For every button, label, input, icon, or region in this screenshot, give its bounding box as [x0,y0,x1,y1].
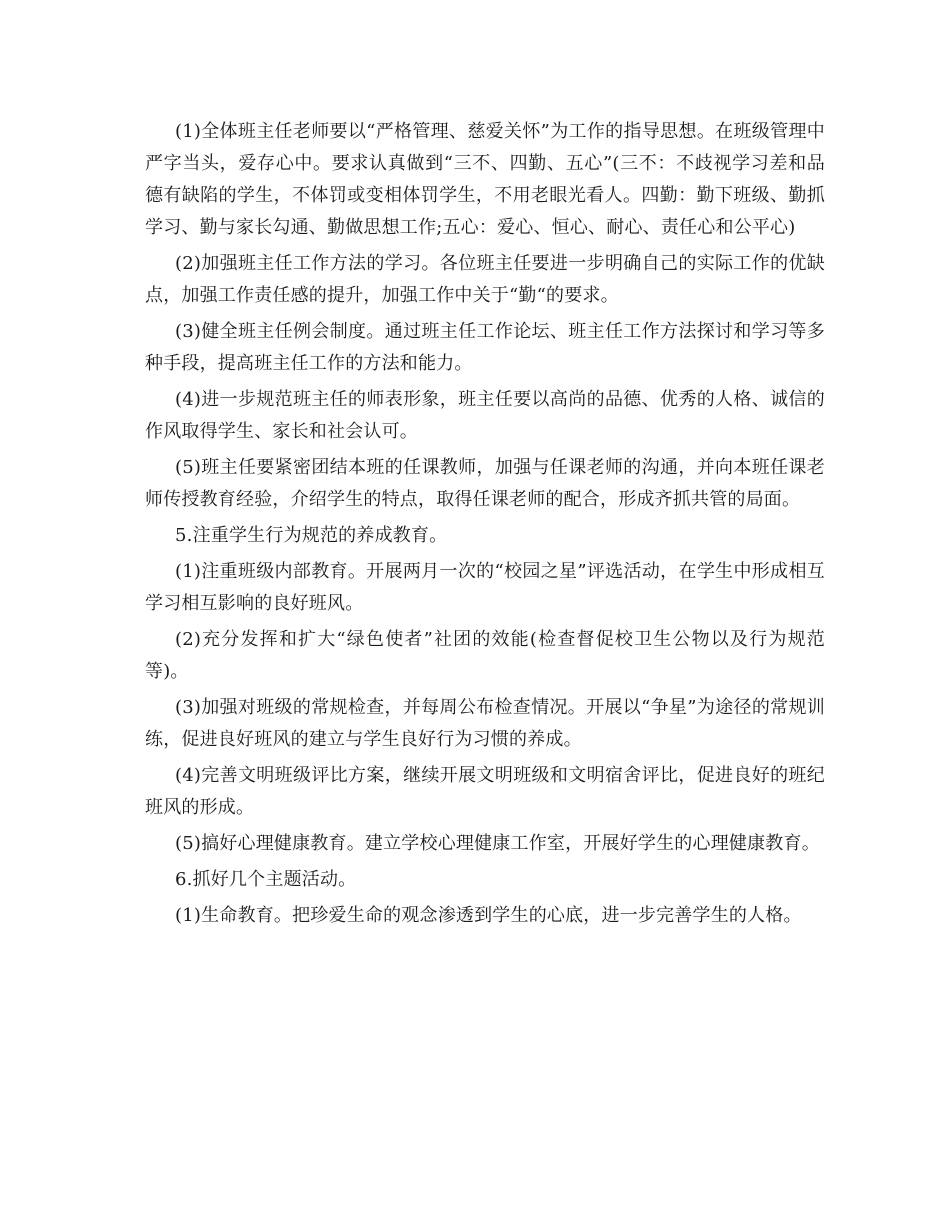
section-heading: 5.注重学生行为规范的养成教育。 [175,525,448,546]
paragraph: (3)加强对班级的常规检查，并每周公布检查情况。开展以“争星”为途径的常规训练，促进良好班风的建立与学生良好行为习惯的养成。 [145,697,825,750]
document-body [145,116,825,936]
paragraph: (1)全体班主任老师要以“严格管理、慈爱关怀”为工作的指导思想。在班级管理中严字当头，爱存心中。要求认真做到“三不、四勤、五心”(三不：不歧视学习差和品德有缺陷的学生，不体罚或变相体罚学生，不用老眼光看人。四勤：勤下班级、勤抓学习、勤与家长勾通、勤做思想工作;五心：爱心、恒心、耐心、责任心和公平心) [145,121,825,238]
paragraph: (1)生命教育。把珍爱生命的观念渗透到学生的心底，进一步完善学生的人格。 [175,905,802,926]
section-heading: 6.抓好几个主题活动。 [175,869,357,890]
paragraph: (3)健全班主任例会制度。通过班主任工作论坛、班主任工作方法探讨和学习等多种手段，提高班主任工作的方法和能力。 [145,321,825,374]
paragraph: (5)搞好心理健康教育。建立学校心理健康工作室，开展好学生的心理健康教育。 [175,833,820,854]
paragraph: (1)注重班级内部教育。开展两月一次的“校园之星”评选活动，在学生中形成相互学习相互影响的良好班风。 [145,561,825,614]
paragraph: (5)班主任要紧密团结本班的任课教师，加强与任课老师的沟通，并向本班任课老师传授教育经验，介绍学生的特点，取得任课老师的配合，形成齐抓共管的局面。 [145,457,825,510]
paragraph: (4)进一步规范班主任的师表形象，班主任要以高尚的品德、优秀的人格、诚信的作风取得学生、家长和社会认可。 [145,389,825,442]
paragraph: (4)完善文明班级评比方案，继续开展文明班级和文明宿舍评比，促进良好的班纪班风的形成。 [145,765,825,818]
paragraph: (2)加强班主任工作方法的学习。各位班主任要进一步明确自己的实际工作的优缺点，加强工作责任感的提升，加强工作中关于“勤“的要求。 [145,253,825,306]
paragraph: (2)充分发挥和扩大“绿色使者”社团的效能(检查督促校卫生公物以及行为规范等)。 [145,629,825,682]
